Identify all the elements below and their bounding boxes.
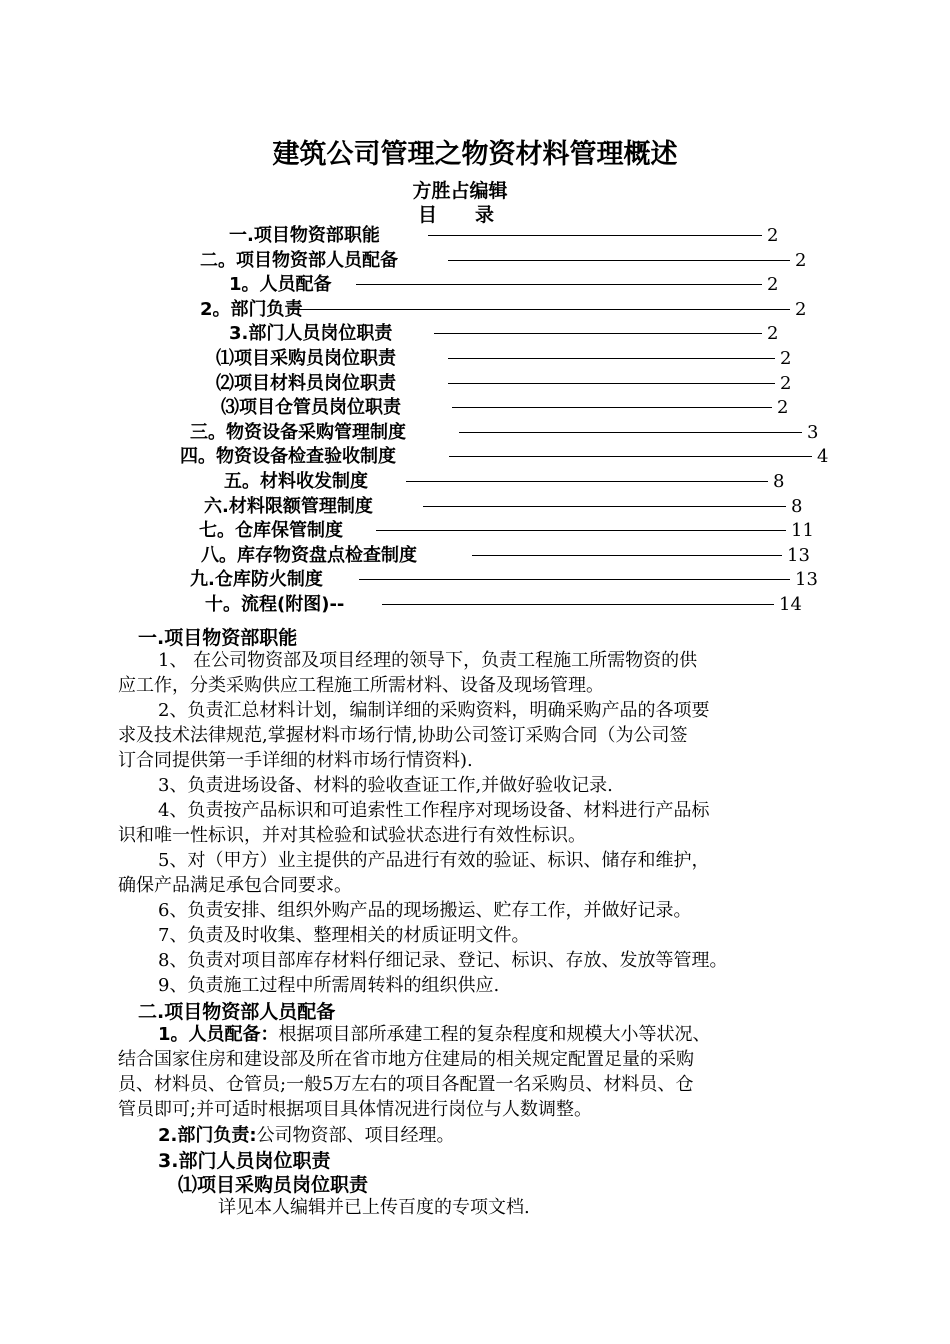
- document-title: 建筑公司管理之物资材料管理概述: [272, 139, 678, 170]
- toc-entry-label: 三。物资设备采购管理制度: [190, 421, 406, 443]
- toc-entry[interactable]: [221, 396, 807, 420]
- toc-entry[interactable]: [201, 544, 817, 568]
- toc-entry[interactable]: [199, 519, 821, 543]
- toc-entry-label: 一.项目物资部职能: [229, 225, 380, 246]
- toc-entry[interactable]: [229, 322, 797, 346]
- toc-entry-label: ⑶项目仓管员岗位职责: [221, 397, 401, 419]
- toc-leader-line: [448, 358, 775, 359]
- toc-entry-page: 11: [791, 520, 814, 542]
- toc-entry[interactable]: [200, 298, 825, 322]
- toc-entry[interactable]: [190, 421, 837, 445]
- duty-line: 3、负责进场设备、材料的验收查证工作,并做好验收记录.: [158, 775, 613, 796]
- toc-leader-line: [459, 432, 802, 433]
- toc-heading: [418, 200, 494, 227]
- toc-entry[interactable]: [180, 445, 847, 469]
- duty-line: 9、负责施工过程中所需周转料的组织供应.: [158, 975, 500, 996]
- dept-label: 2.部门负责:: [158, 1125, 257, 1146]
- toc-leader-line: [472, 555, 782, 556]
- toc-entry-label: 七。仓库保管制度: [199, 520, 343, 542]
- toc-leader-line: [356, 284, 762, 285]
- toc-entry-page: 2: [780, 348, 792, 369]
- toc-entry-page: 14: [779, 594, 802, 615]
- toc-leader-line: [434, 333, 762, 334]
- duty-line: 订合同提供第一手详细的材料市场行情资料).: [118, 750, 473, 771]
- toc-entry[interactable]: [224, 470, 803, 494]
- toc-entry-label: 六.材料限额管理制度: [204, 495, 373, 517]
- toc-leader-line: [290, 309, 790, 310]
- toc-entry[interactable]: [216, 372, 810, 396]
- toc-entry-label: ⑵项目材料员岗位职责: [216, 372, 396, 394]
- toc-entry[interactable]: [204, 495, 821, 519]
- toc-entry-label: 3.部门人员岗位职责: [229, 323, 393, 345]
- duty-line: 识和唯一性标识，并对其检验和试验状态进行有效性标识。: [118, 825, 586, 846]
- toc-entry-page: 2: [780, 372, 792, 394]
- section-1-heading: 一.项目物资部职能: [138, 627, 298, 649]
- author-line: 方胜占编辑: [412, 180, 508, 202]
- toc-leader-line: [428, 235, 762, 236]
- toc-entry-label: 二。项目物资部人员配备: [200, 249, 398, 271]
- duty-line: 6、负责安排、组织外购产品的现场搬运、贮存工作，并做好记录。: [158, 900, 692, 921]
- duty-line: 应工作，分类采购供应工程施工所需材料、设备及现场管理。: [118, 675, 604, 696]
- toc-leader-line: [376, 530, 786, 531]
- toc-entry-page: 8: [791, 495, 803, 517]
- toc-entry[interactable]: [190, 568, 825, 592]
- staffing-line: 管员即可;并可适时根据项目具体情况进行岗位与人数调整。: [118, 1099, 593, 1120]
- buyer-duties-heading: ⑴项目采购员岗位职责: [178, 1174, 369, 1196]
- buyer-text-line: 详见本人编辑并已上传百度的专项文档.: [218, 1197, 530, 1218]
- toc-entry-label: 四。物资设备检查验收制度: [180, 446, 396, 468]
- staffing-line: 根据项目部所承建工程的复杂程度和规模大小等状况、: [278, 1024, 711, 1045]
- toc-entry-page: 13: [787, 544, 810, 566]
- toc-leader-line: [448, 383, 775, 384]
- toc-heading-char-1: 目: [418, 204, 438, 226]
- toc-entry-page: 2: [767, 323, 779, 345]
- toc-entry-label: 五。材料收发制度: [224, 471, 368, 492]
- toc-leader-line: [449, 456, 812, 457]
- toc-entry-page: 2: [777, 397, 789, 419]
- duty-line: 4、负责按产品标识和可追索性工作程序对现场设备、材料进行产品标: [158, 800, 710, 821]
- duty-line: 7、负责及时收集、整理相关的材质证明文件。: [158, 925, 530, 946]
- toc-entry-page: 2: [767, 274, 779, 296]
- toc-leader-line: [423, 506, 786, 507]
- toc-entry-label: 九.仓库防火制度: [190, 569, 323, 591]
- toc-entry-page: 2: [795, 298, 807, 320]
- staffing-paragraph: [118, 1022, 858, 1122]
- toc-entry[interactable]: [200, 249, 825, 273]
- toc-entry-page: 2: [767, 225, 779, 246]
- staffing-label: 1。人员配备：: [158, 1024, 279, 1045]
- toc-entry-page: 3: [807, 421, 819, 443]
- section-1-body: [118, 648, 858, 998]
- staffing-line: 结合国家住房和建设部及所在省市地方住建局的相关规定配置足量的采购: [118, 1049, 694, 1070]
- toc-leader-line: [452, 407, 772, 408]
- toc-entry-page: 2: [795, 249, 807, 271]
- toc-entry[interactable]: [229, 273, 797, 297]
- duties-heading: 3.部门人员岗位职责: [158, 1150, 331, 1172]
- toc-entry[interactable]: [229, 224, 797, 248]
- toc-leader-line: [382, 604, 774, 605]
- staffing-line: 员、材料员、仓管员;一般5万左右的项目各配置一名采购员、材料员、仓: [118, 1074, 694, 1095]
- toc-leader-line: [406, 481, 768, 482]
- toc-entry[interactable]: [216, 347, 810, 371]
- toc-entry-label: 十。流程(附图)--: [205, 594, 345, 615]
- duty-line: 1、 在公司物资部及项目经理的领导下，负责工程施工所需物资的供: [158, 650, 698, 671]
- section-2-heading: 二.项目物资部人员配备: [138, 1001, 336, 1023]
- toc-entry-label: 2。部门负责: [200, 298, 303, 320]
- toc-leader-line: [448, 260, 790, 261]
- toc-entry-page: 4: [817, 446, 829, 468]
- duty-line: 8、负责对项目部库存材料仔细记录、登记、标识、存放、发放等管理。: [158, 950, 728, 971]
- dept-paragraph: [118, 1123, 858, 1148]
- duty-line: 确保产品满足承包合同要求。: [118, 875, 352, 896]
- toc-entry-page: 13: [795, 569, 818, 591]
- toc-entry-label: ⑴项目采购员岗位职责: [216, 348, 396, 369]
- buyer-duties-text: [218, 1195, 858, 1220]
- toc-heading-char-2: 录: [475, 204, 495, 226]
- toc-leader-line: [359, 579, 790, 580]
- duty-line: 2、负责汇总材料计划，编制详细的采购资料，明确采购产品的各项要: [158, 700, 710, 721]
- toc-entry-label: 1。人员配备: [229, 274, 332, 296]
- toc-entry[interactable]: [205, 593, 809, 617]
- toc-entry-page: 8: [773, 471, 785, 492]
- dept-text: 公司物资部、项目经理。: [256, 1125, 455, 1146]
- toc-entry-label: 八。库存物资盘点检查制度: [201, 544, 417, 566]
- duty-line: 5、对（甲方）业主提供的产品进行有效的验证、标识、储存和维护，: [158, 850, 710, 871]
- duty-line: 求及技术法律规范,掌握材料市场行情,协助公司签订采购合同（为公司签: [118, 725, 688, 746]
